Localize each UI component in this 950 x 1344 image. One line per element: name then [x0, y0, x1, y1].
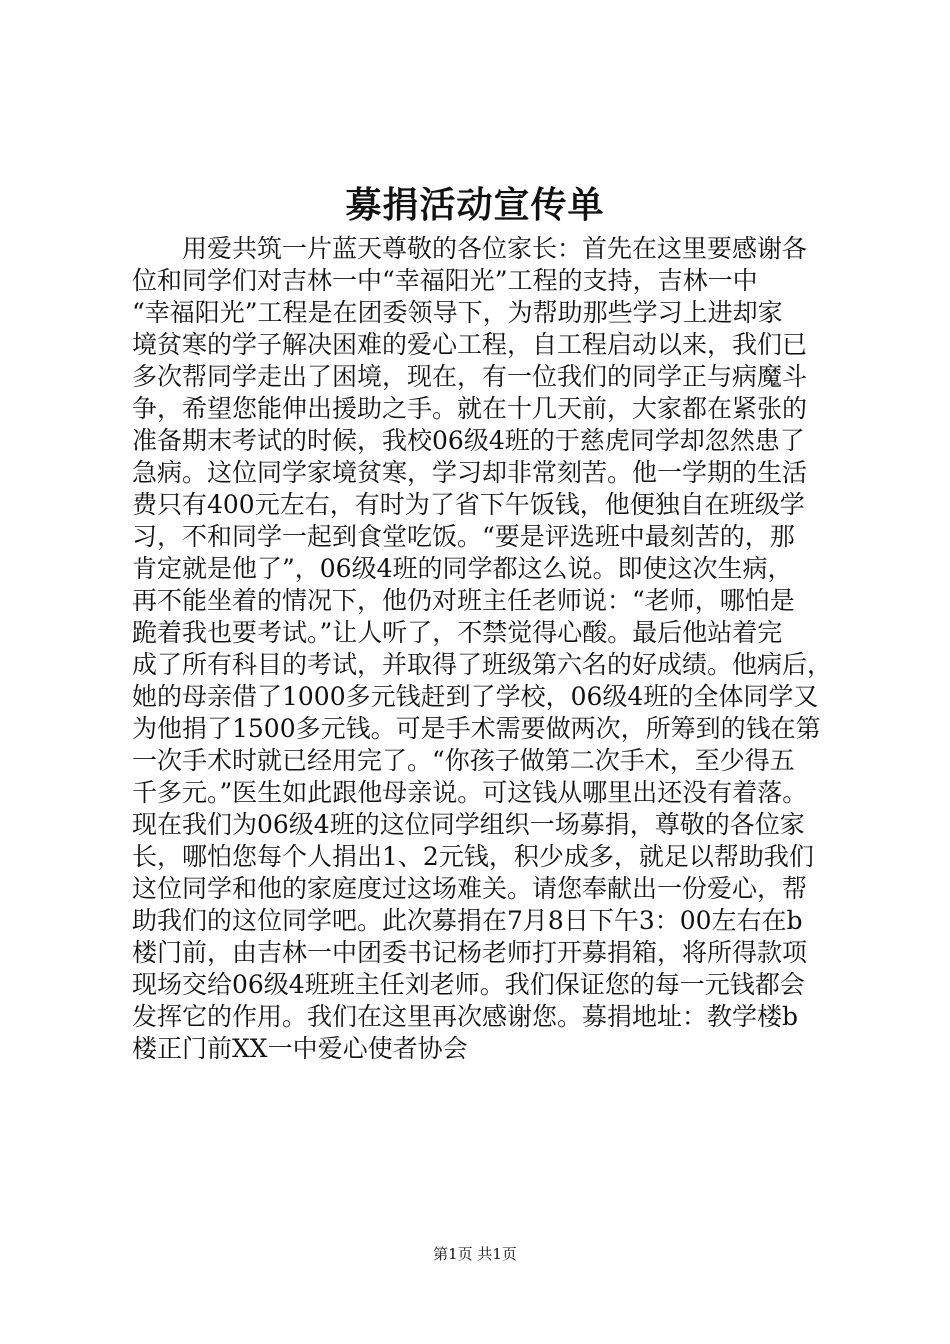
body-line: 这位同学和他的家庭度过这场难关。请您奉献出一份爱心，帮: [132, 874, 808, 903]
body-line: 境贫寒的学子解决困难的爱心工程，自工程启动以来，我们已: [132, 330, 808, 359]
body-line: 用爱共筑一片蓝天尊敬的各位家长：首先在这里要感谢各: [132, 234, 808, 263]
body-line: 跪着我也要考试。”让人听了，不禁觉得心酸。最后他站着完: [132, 618, 783, 647]
body-line: 急病。这位同学家境贫寒，学习却非常刻苦。他一学期的生活: [132, 458, 808, 487]
body-line: 费只有400元左右，有时为了省下午饭钱，他便独自在班级学: [132, 490, 805, 519]
document-body: [132, 233, 837, 1065]
body-line: 多次帮同学走出了困境，现在，有一位我们的同学正与病魔斗: [132, 362, 808, 391]
body-line: 争，希望您能伸出援助之手。就在十几天前，大家都在紧张的: [132, 394, 808, 423]
body-line: 发挥它的作用。我们在这里再次感谢您。募捐地址：教学楼b: [132, 1002, 799, 1031]
body-line: 为他捐了1500多元钱。可是手术需要做两次，所筹到的钱在第: [132, 714, 821, 743]
body-line: “幸福阳光”工程是在团委领导下，为帮助那些学习上进却家: [132, 298, 783, 327]
body-line: 现在我们为06级4班的这位同学组织一场募捐，尊敬的各位家: [132, 810, 805, 839]
body-line: 长，哪怕您每个人捐出1、2元钱，积少成多，就足以帮助我们: [132, 842, 814, 871]
body-line: 一次手术时就已经用完了。“你孩子做第二次手术，至少得五: [132, 746, 795, 775]
document-title: 募捐活动宣传单: [345, 184, 605, 226]
body-line: 现场交给06级4班班主任刘老师。我们保证您的每一元钱都会: [132, 970, 805, 999]
page-footer: 第1页 共1页: [433, 1245, 517, 1263]
body-line: 准备期末考试的时候，我校06级4班的于慈虎同学却忽然患了: [132, 426, 805, 455]
body-line: 楼门前，由吉林一中团委书记杨老师打开募捐箱，将所得款项: [132, 938, 808, 967]
body-line: 习，不和同学一起到食堂吃饭。“要是评选班中最刻苦的，那: [132, 522, 795, 551]
body-line: 楼正门前XX一中爱心使者协会: [132, 1034, 468, 1063]
body-line: 助我们的这位同学吧。此次募捐在7月8日下午3：00左右在b: [132, 906, 803, 935]
body-line: 位和同学们对吉林一中“幸福阳光”工程的支持，吉林一中: [132, 266, 758, 295]
body-line: 千多元。”医生如此跟他母亲说。可这钱从哪里出还没有着落。: [132, 778, 808, 807]
body-line: 再不能坐着的情况下，他仍对班主任老师说：“老师，哪怕是: [132, 586, 795, 615]
body-line: 她的母亲借了1000多元钱赶到了学校，06级4班的全体同学又: [132, 682, 819, 711]
body-line: 成了所有科目的考试，并取得了班级第六名的好成绩。他病后，: [132, 650, 833, 679]
body-line: 肯定就是他了”，06级4班的同学都这么说。即使这次生病，: [132, 554, 793, 583]
